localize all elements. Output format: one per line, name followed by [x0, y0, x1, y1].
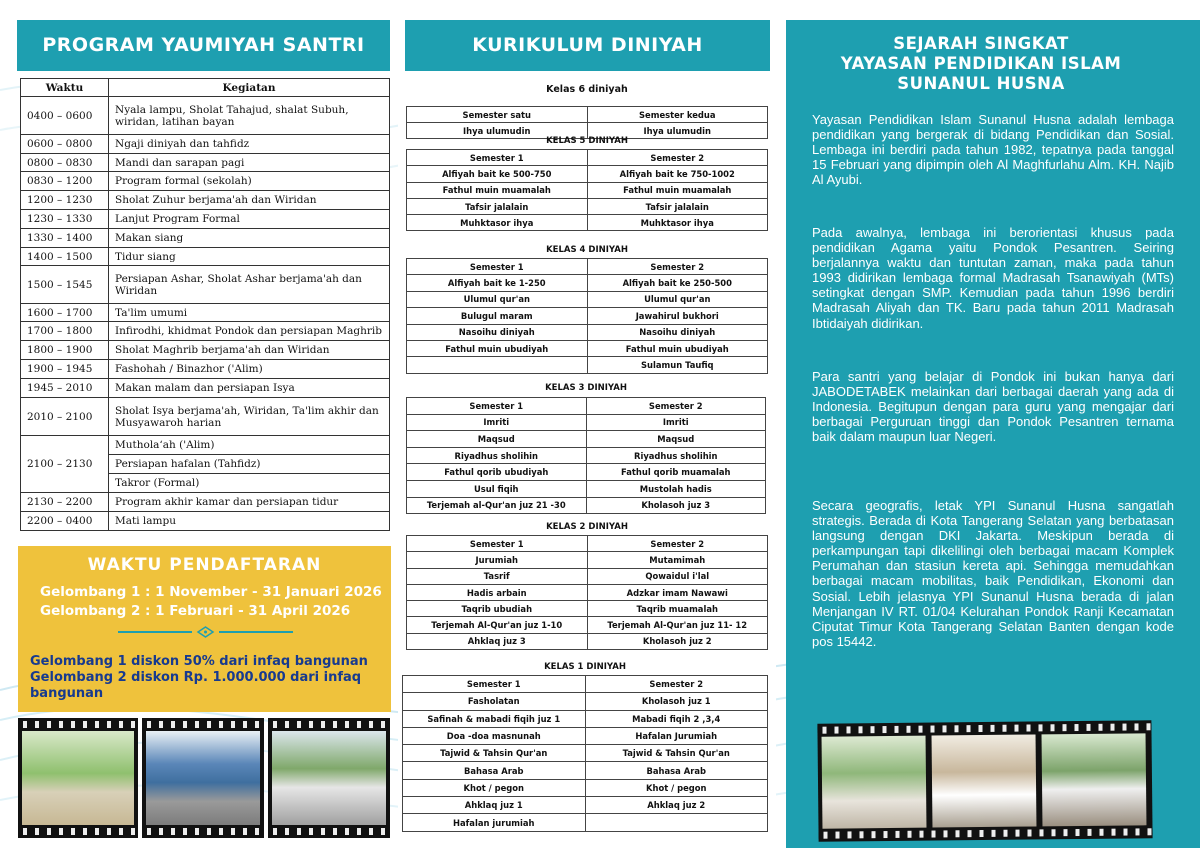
subject-cell: Bahasa Arab: [403, 762, 586, 779]
schedule-activity: Sholat Maghrib berjama'ah dan Wiridan: [109, 341, 390, 360]
subject-cell: Hafalan jurumiah: [403, 814, 586, 831]
schedule-time: 1700 – 1800: [21, 322, 109, 341]
history-film-strip: [817, 720, 1152, 841]
subject-cell: Doa -doa masnunah: [403, 727, 586, 744]
schedule-time: 2200 – 0400: [21, 512, 109, 531]
table-header-row: [407, 107, 768, 123]
subject-cell: Fathul muin ubudiyah: [407, 340, 588, 356]
semester-header: Semester 1: [403, 676, 586, 693]
subject-cell: Bahasa Arab: [585, 762, 768, 779]
schedule-time: 2100 – 2130: [21, 436, 109, 493]
kelas1-title: KELAS 1 DINIYAH: [544, 662, 626, 672]
subject-cell: Imriti: [586, 414, 766, 431]
subject-cell: Alfiyah bait ke 500-750: [407, 166, 588, 182]
table-row: [407, 198, 768, 214]
photo-flag-ceremony: [1042, 733, 1147, 826]
schedule-time: 1600 – 1700: [21, 304, 109, 322]
wave-1-dates: Gelombang 1 : 1 November - 31 Januari 2026: [40, 584, 382, 600]
table-header-row: [407, 398, 766, 415]
wave-1-discount: Gelombang 1 diskon 50% dari infaq bangunan: [30, 654, 368, 669]
semester-header: Semester 2: [585, 676, 768, 693]
subject-cell: Kholasoh juz 3: [586, 497, 766, 514]
subject-cell: Tajwid & Tahsin Qur'an: [403, 745, 586, 762]
table-row: [407, 480, 766, 497]
subject-cell: Tafsir jalalain: [587, 198, 768, 214]
schedule-activity: Persiapan Ashar, Sholat Ashar berjama'ah dan Wiridan: [109, 266, 390, 304]
schedule-activity: Mandi dan sarapan pagi: [109, 154, 390, 172]
history-title-line-1: SEJARAH SINGKAT: [893, 34, 1069, 53]
kelas3-table: [406, 397, 766, 514]
table-row: [403, 745, 768, 762]
photo-graduation: [822, 736, 927, 829]
wave-2-discount: Gelombang 2 diskon Rp. 1.000.000 dari infaq bangunan: [30, 670, 362, 701]
semester-header: Semester 1: [407, 259, 588, 275]
schedule-row: [21, 97, 390, 135]
subject-cell: Fathul muin muamalah: [587, 182, 768, 198]
semester-header: Semester 1: [407, 150, 588, 166]
subject-cell: Mustolah hadis: [586, 480, 766, 497]
table-row: [403, 693, 768, 710]
schedule-row: [21, 341, 390, 360]
subject-cell: Terjemah Al-Qur'an juz 11- 12: [587, 617, 768, 633]
subject-cell: Fathul muin muamalah: [407, 182, 588, 198]
table-row: [403, 797, 768, 814]
schedule-time: 1400 – 1500: [21, 248, 109, 266]
subject-cell: [585, 814, 768, 831]
schedule-time: 1945 – 2010: [21, 379, 109, 398]
schedule-activity: Ta'lim umumi: [109, 304, 390, 322]
table-row: [407, 215, 768, 231]
schedule-row: [21, 398, 390, 436]
subject-cell: Ulumul qur'an: [587, 291, 768, 307]
history-paragraph-3: Para santri yang belajar di Pondok ini bukan hanya dari JABODETABEK melainkan dari berbagai daerah yang ada di Indonesia. Begitupun dengan para guru yang mengajar dari berbagai Perguruan tinggi dan Pondok Pesantren ternama baik dalam maupun luar Negeri.: [812, 369, 1174, 445]
subject-cell: Mutamimah: [587, 552, 768, 568]
subject-cell: Khot / pegon: [585, 779, 768, 796]
subject-cell: Riyadhus sholihin: [586, 447, 766, 464]
schedule-activity: Lanjut Program Formal: [109, 210, 390, 229]
kelas4-table: [406, 258, 768, 374]
schedule-activity: Program formal (sekolah): [109, 172, 390, 191]
subject-cell: Ulumul qur'an: [407, 291, 588, 307]
subject-cell: Tajwid & Tahsin Qur'an: [585, 745, 768, 762]
subject-cell: Fasholatan: [403, 693, 586, 710]
program-yaumiyah-banner: PROGRAM YAUMIYAH SANTRI: [17, 20, 390, 71]
table-row: [407, 568, 768, 584]
schedule-activity: Persiapan hafalan (Tahfidz): [109, 455, 390, 474]
table-row: [407, 431, 766, 448]
subject-cell: Fathul muin ubudiyah: [587, 340, 768, 356]
daily-schedule-table: [20, 78, 390, 531]
schedule-activity: Sholat Zuhur berjama'ah dan Wiridan: [109, 191, 390, 210]
schedule-row: [21, 210, 390, 229]
subject-cell: Tafsir jalalain: [407, 198, 588, 214]
history-title-line-2: YAYASAN PENDIDIKAN ISLAM: [840, 54, 1122, 73]
table-row: [407, 552, 768, 568]
kelas3-title: KELAS 3 DINIYAH: [545, 383, 627, 393]
kelas2-title: KELAS 2 DINIYAH: [546, 522, 628, 532]
schedule-time: 1200 – 1230: [21, 191, 109, 210]
table-row: [407, 414, 766, 431]
schedule-row: [21, 154, 390, 172]
schedule-activity: Tidur siang: [109, 248, 390, 266]
schedule-row: [21, 512, 390, 531]
subject-cell: Jurumiah: [407, 552, 588, 568]
subject-cell: Hadis arbain: [407, 584, 588, 600]
table-row: [407, 275, 768, 291]
kurikulum-diniyah-banner: KURIKULUM DINIYAH: [405, 20, 770, 71]
subject-cell: Maqsud: [586, 431, 766, 448]
schedule-time: 0830 – 1200: [21, 172, 109, 191]
table-header-row: [407, 259, 768, 275]
subject-cell: Bulugul maram: [407, 308, 588, 324]
schedule-row: [21, 172, 390, 191]
semester-header: Semester 1: [407, 398, 587, 415]
table-row: [407, 166, 768, 182]
subject-cell: Ahklaq juz 1: [403, 797, 586, 814]
subject-cell: Maqsud: [407, 431, 587, 448]
subject-cell: [407, 357, 588, 373]
wave-2-dates: Gelombang 2 : 1 Februari - 31 April 2026: [40, 603, 351, 619]
history-paragraph-2: Pada awalnya, lembaga ini berorientasi khusus pada pendidikan Agama yaitu Pondok Pesantren. Seiring berjalannya waktu dan tuntutan zaman, maka pada tahun 1993 didirikan lembaga formal Madrasah Tsanawiyah (MTs) setingkat dengan SMP. Kemudian pada tahun 1996 berdiri Madrasah Aliyah dan TK. Baru pada tahun 2011 Madrasah Ibtidaiyah didirikan.: [812, 225, 1174, 331]
subject-cell: Alfiyah bait ke 1-250: [407, 275, 588, 291]
schedule-activity: Makan siang: [109, 229, 390, 248]
subject-cell: Hafalan Jurumiah: [585, 727, 768, 744]
table-row: [407, 617, 768, 633]
registration-title: WAKTU PENDAFTARAN: [87, 555, 322, 575]
photo-prayer-hall: [932, 734, 1037, 827]
schedule-row: [21, 493, 390, 512]
schedule-body: [21, 97, 390, 531]
table-row: [407, 340, 768, 356]
subject-cell: Taqrib ubudiah: [407, 601, 588, 617]
subject-cell: Taqrib muamalah: [587, 601, 768, 617]
subject-cell: Muhktasor ihya: [407, 215, 588, 231]
schedule-activity: Nyala lampu, Sholat Tahajud, shalat Subuh, wiridan, latihan bayan: [109, 97, 390, 135]
semester-header: Semester satu: [407, 107, 588, 123]
schedule-activity: Fashohah / Binazhor ('Alim): [109, 360, 390, 379]
film-photo-assembly: [268, 718, 390, 838]
schedule-row: [21, 304, 390, 322]
schedule-time: 1500 – 1545: [21, 266, 109, 304]
ornament-divider: [118, 626, 293, 638]
subject-cell: Jawahirul bukhori: [587, 308, 768, 324]
subject-cell: Muhktasor ihya: [587, 215, 768, 231]
history-panel: [786, 20, 1200, 848]
schedule-time: 1900 – 1945: [21, 360, 109, 379]
film-photo-classroom: [18, 718, 138, 838]
schedule-activity: Mati lampu: [109, 512, 390, 531]
schedule-activity: Program akhir kamar dan persiapan tidur: [109, 493, 390, 512]
schedule-row: [21, 229, 390, 248]
subject-cell: Sulamun Taufiq: [587, 357, 768, 373]
subject-cell: Adzkar imam Nawawi: [587, 584, 768, 600]
kelas5-table: [406, 149, 768, 231]
semester-header: Semester 2: [587, 259, 768, 275]
schedule-row: [21, 266, 390, 304]
subject-cell: Fathul qorib muamalah: [586, 464, 766, 481]
schedule-activity: Takror (Formal): [109, 474, 390, 493]
kelas5-title: KELAS 5 DINIYAH: [546, 136, 628, 146]
schedule-activity: Mutholaʻah ('Alim): [109, 436, 390, 455]
schedule-row: [21, 191, 390, 210]
kelas4-title: KELAS 4 DINIYAH: [546, 245, 628, 255]
schedule-activity: Sholat Isya berjama'ah, Wiridan, Ta'lim akhir dan Musyawaroh harian: [109, 398, 390, 436]
history-paragraph-1: Yayasan Pendidikan Islam Sunanul Husna adalah lembaga pendidikan yang bergerak di bidang Pendidikan dan Sosial. Lembaga ini berdiri pada tahun 1982, tepatnya pada tanggal 15 Februari yang dipimpin oleh Al Maghfurlahu Alm. KH. Najib Al Ayubi.: [812, 112, 1174, 188]
schedule-row: [21, 135, 390, 154]
table-header-row: [403, 676, 768, 693]
table-row: [407, 633, 768, 649]
table-row: [407, 447, 766, 464]
schedule-activity: Ngaji diniyah dan tahfidz: [109, 135, 390, 154]
header-waktu: Waktu: [21, 79, 109, 97]
semester-header: Semester kedua: [587, 107, 768, 123]
schedule-row: [21, 360, 390, 379]
subject-cell: Alfiyah bait ke 750-1002: [587, 166, 768, 182]
subject-cell: Safinah & mabadi fiqih juz 1: [403, 710, 586, 727]
schedule-row: [21, 248, 390, 266]
table-row: [407, 584, 768, 600]
table-row: [403, 762, 768, 779]
subject-cell: Ahklaq juz 2: [585, 797, 768, 814]
table-row: [403, 710, 768, 727]
table-row: [407, 182, 768, 198]
schedule-time: 2130 – 2200: [21, 493, 109, 512]
table-row: [407, 601, 768, 617]
semester-header: Semester 2: [586, 398, 766, 415]
table-row: [407, 308, 768, 324]
subject-cell: Fathul qorib ubudiyah: [407, 464, 587, 481]
table-row: [407, 291, 768, 307]
schedule-time: 1800 – 1900: [21, 341, 109, 360]
kelas1-table: [402, 675, 768, 832]
semester-header: Semester 2: [587, 150, 768, 166]
schedule-time: 1330 – 1400: [21, 229, 109, 248]
subject-cell: Imriti: [407, 414, 587, 431]
subject-cell: Qowaidul i'lal: [587, 568, 768, 584]
subject-cell: Kholasoh juz 1: [585, 693, 768, 710]
kelas2-table: [406, 535, 768, 650]
subject-cell: Tasrif: [407, 568, 588, 584]
table-row: [407, 464, 766, 481]
kelas6-title: Kelas 6 diniyah: [546, 84, 628, 95]
schedule-row: [21, 322, 390, 341]
film-photo-courtyard: [142, 718, 264, 838]
subject-cell: Riyadhus sholihin: [407, 447, 587, 464]
subject-cell: Ahklaq juz 3: [407, 633, 588, 649]
table-row: [403, 727, 768, 744]
history-title-line-3: SUNANUL HUSNA: [897, 74, 1065, 93]
table-row: [403, 779, 768, 796]
schedule-row: [21, 436, 390, 455]
semester-header: Semester 1: [407, 536, 588, 552]
subject-cell: Mabadi fiqih 2 ,3,4: [585, 710, 768, 727]
history-paragraph-4: Secara geografis, letak YPI Sunanul Husna sangatlah strategis. Berada di Kota Tangerang Selatan yang berbatasan langsung dengan DKI Jakarta. Meskipun berada di perkampungan tapi dikelilingi oleh berbagai macam Komplek Perumahan dan stasiun kereta api. Sehingga memudahkan berbagai macam mobilitas, baik Pendidikan, Ekonomi dan Sosial. Lebih jelasnya YPI Sunanul Husna berada di jalan Menjangan IV RT. 01/04 Kelurahan Pondok Ranji Kecamatan Ciputat Timur Kota Tangerang Selatan Banten dengan kode pos 15442.: [812, 498, 1174, 649]
header-kegiatan: Kegiatan: [109, 79, 390, 97]
table-header-row: [407, 536, 768, 552]
semester-header: Semester 2: [587, 536, 768, 552]
subject-cell: Nasoihu diniyah: [587, 324, 768, 340]
subject-cell: Ihya ulumudin: [407, 123, 588, 139]
table-row: [407, 324, 768, 340]
table-row: [403, 814, 768, 831]
history-title: [786, 34, 1176, 94]
table-header-row: [21, 79, 390, 97]
kelas6-table: [406, 106, 768, 139]
schedule-activity: Makan malam dan persiapan Isya: [109, 379, 390, 398]
subject-cell: Usul fiqih: [407, 480, 587, 497]
subject-cell: Ihya ulumudin: [587, 123, 768, 139]
table-row: [407, 357, 768, 373]
schedule-time: 0800 – 0830: [21, 154, 109, 172]
schedule-row: [21, 379, 390, 398]
subject-cell: Khot / pegon: [403, 779, 586, 796]
subject-cell: Kholasoh juz 2: [587, 633, 768, 649]
subject-cell: Terjemah al-Qur'an juz 21 -30: [407, 497, 587, 514]
schedule-time: 0400 – 0600: [21, 97, 109, 135]
schedule-time: 1230 – 1330: [21, 210, 109, 229]
schedule-time: 2010 – 2100: [21, 398, 109, 436]
table-header-row: [407, 150, 768, 166]
subject-cell: Nasoihu diniyah: [407, 324, 588, 340]
schedule-activity: Infirodhi, khidmat Pondok dan persiapan Maghrib: [109, 322, 390, 341]
subject-cell: Alfiyah bait ke 250-500: [587, 275, 768, 291]
subject-cell: Terjemah Al-Qur'an juz 1-10: [407, 617, 588, 633]
schedule-time: 0600 – 0800: [21, 135, 109, 154]
table-row: [407, 497, 766, 514]
